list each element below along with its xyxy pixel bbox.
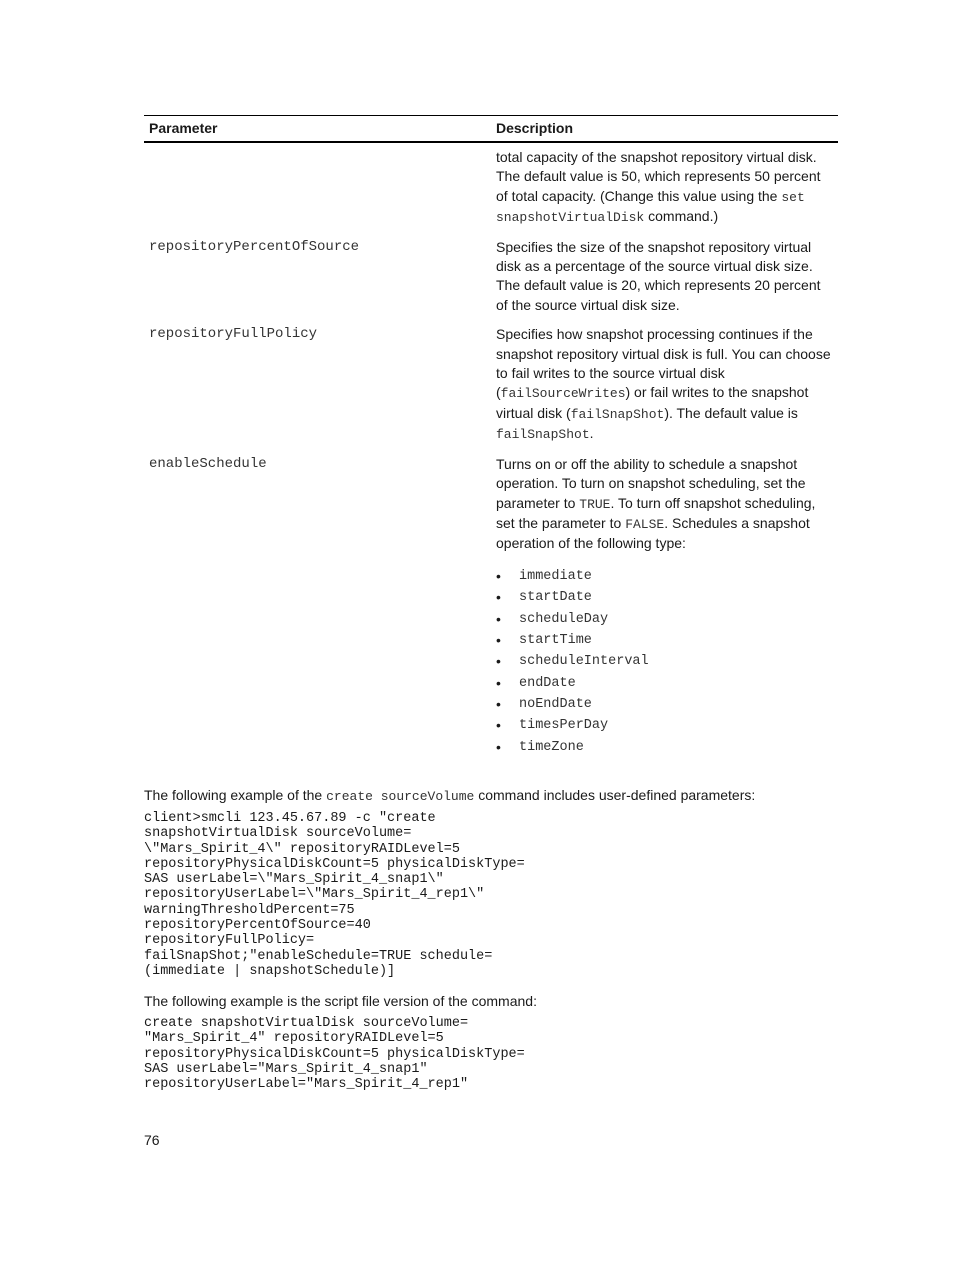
example1-intro — [144, 786, 755, 806]
schedule-type-list — [496, 566, 834, 759]
parameter-table — [144, 115, 838, 768]
list-item: • scheduleDay — [496, 609, 834, 630]
table-row — [144, 325, 838, 454]
text-run: ) or fail writes to the snapshot virtual disk ( — [496, 384, 809, 421]
list-item: • noEndDate — [496, 694, 834, 715]
list-item: • timeZone — [496, 737, 834, 758]
table-row — [144, 238, 838, 326]
list-item: • startTime — [496, 630, 834, 651]
text-run: command.) — [644, 208, 719, 225]
parameter-name: enableSchedule — [149, 455, 267, 472]
example1-code-block: client>smcli 123.45.67.89 -c "create snapshotVirtualDisk sourceVolume= \"Mars_Spirit_4\" repositoryRAIDLevel=5 repositoryPhysicalDiskCount=5 physicalDiskType= SAS userLabel=\"Mars_Spirit_4_snap1\" repositoryUserLabel=\"Mars_Spirit_4_rep1\" warningThresholdPercent=75 repositoryPercentOfSource=40 repositoryFullPolicy= failSnapShot;"enableSchedule=TRUE schedule= (immediate | snapshotSchedule)] — [144, 811, 525, 979]
list-item: • timesPerDay — [496, 715, 834, 736]
column-header-parameter: Parameter — [144, 116, 491, 143]
table-row — [144, 455, 838, 769]
table-header-row — [144, 116, 838, 143]
example2-intro: The following example is the script file version of the command: — [144, 993, 537, 1009]
text-run: . Schedules a snapshot operation of the following type: — [496, 514, 810, 552]
parameter-description — [491, 238, 838, 326]
list-item: • startDate — [496, 587, 834, 608]
parameter-description — [491, 142, 838, 238]
example2-code-block: create snapshotVirtualDisk sourceVolume= "Mars_Spirit_4" repositoryRAIDLevel=5 repositoryPhysicalDiskCount=5 physicalDiskType= SAS userLabel="Mars_Spirit_4_snap1" repositoryUserLabel="Mars_Spirit_4_rep1" — [144, 1016, 525, 1093]
inline-code: create sourceVolume — [326, 789, 475, 804]
parameter-name: repositoryPercentOfSource — [149, 238, 360, 255]
table-row — [144, 142, 838, 238]
text-run: . To turn off snapshot scheduling, set the parameter to — [496, 494, 816, 531]
text-run: The following example of the — [144, 787, 327, 803]
text-run: command includes user-defined parameters: — [474, 787, 756, 803]
inline-code: failSnapShot — [496, 427, 590, 443]
text-run: Turns on or off the ability to schedule a snapshot operation. To turn on snapshot scheduling, set the parameter to — [496, 455, 806, 511]
text-run: . — [589, 425, 594, 442]
list-item: • endDate — [496, 673, 834, 694]
text-run: Specifies how snapshot processing continues if the snapshot repository virtual disk is full. You can choose to fail writes to the source virtual disk ( — [496, 326, 831, 401]
text-run: Specifies the size of the snapshot repository virtual disk as a percentage of the source virtual disk size. The default value is 20, which represents 20 percent of the source virtual disk size. — [496, 238, 821, 313]
inline-code: failSnapShot — [570, 406, 665, 422]
inline-code: TRUE — [579, 496, 611, 512]
inline-code: failSourceWrites — [500, 386, 626, 402]
parameter-name: repositoryFullPolicy — [149, 326, 318, 343]
text-run: total capacity of the snapshot repository virtual disk. The default value is 50, which represents 50 percent of total capacity. (Change this value using the — [496, 149, 821, 204]
list-item: • immediate — [496, 566, 834, 587]
parameter-name — [144, 142, 491, 238]
parameter-description — [491, 455, 838, 769]
column-header-description: Description — [491, 116, 838, 143]
parameter-description — [491, 325, 838, 454]
list-item: • scheduleInterval — [496, 651, 834, 672]
description-text — [496, 455, 834, 554]
inline-code: set snapshotVirtualDisk — [496, 189, 805, 226]
page-number: 76 — [144, 1132, 160, 1148]
text-run: ). The default value is — [664, 404, 798, 421]
inline-code: FALSE — [625, 516, 665, 532]
